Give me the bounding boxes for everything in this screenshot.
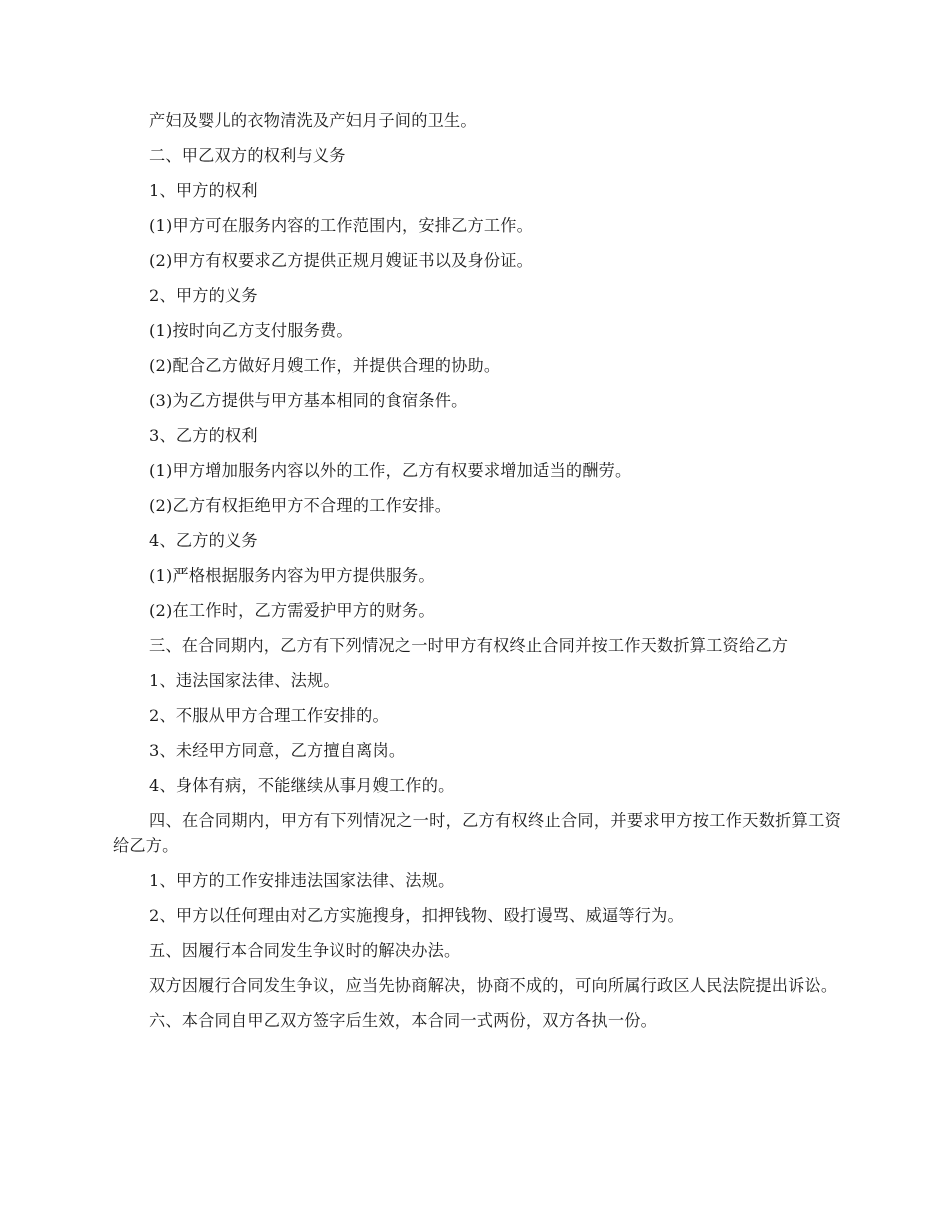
paragraph-4: (1)甲方可在服务内容的工作范围内，安排乙方工作。 bbox=[149, 216, 534, 235]
subheading-party-b-obligations: 4、乙方的义务 bbox=[149, 531, 258, 550]
subheading-party-b-rights: 3、乙方的权利 bbox=[149, 426, 258, 445]
paragraph-17: 1、违法国家法律、法规。 bbox=[149, 671, 340, 690]
paragraph-1: 产妇及婴儿的衣物清洗及产妇月子间的卫生。 bbox=[149, 111, 477, 130]
paragraph-7: (1)按时向乙方支付服务费。 bbox=[149, 321, 353, 340]
paragraph-23: 2、甲方以任何理由对乙方实施搜身，扣押钱物、殴打谩骂、威逼等行为。 bbox=[149, 906, 684, 925]
paragraph-22: 1、甲方的工作安排违法国家法律、法规。 bbox=[149, 871, 455, 890]
subheading-party-a-obligations: 2、甲方的义务 bbox=[149, 286, 258, 305]
section-heading-5: 五、因履行本合同发生争议时的解决办法。 bbox=[149, 941, 461, 960]
paragraph-14: (1)严格根据服务内容为甲方提供服务。 bbox=[149, 566, 435, 585]
section-heading-4: 四、在合同期内，甲方有下列情况之一时，乙方有权终止合同，并要求甲方按工作天数折算工资给乙方。 bbox=[113, 811, 841, 855]
paragraph-8: (2)配合乙方做好月嫂工作，并提供合理的协助。 bbox=[149, 356, 501, 375]
paragraph-20: 4、身体有病，不能继续从事月嫂工作的。 bbox=[149, 776, 455, 795]
paragraph-12: (2)乙方有权拒绝甲方不合理的工作安排。 bbox=[149, 496, 452, 515]
document-body bbox=[113, 108, 841, 1043]
paragraph-9: (3)为乙方提供与甲方基本相同的食宿条件。 bbox=[149, 391, 468, 410]
section-heading-6: 六、本合同自甲乙双方签字后生效，本合同一式两份，双方各执一份。 bbox=[149, 1011, 658, 1030]
section-heading-3: 三、在合同期内，乙方有下列情况之一时甲方有权终止合同并按工作天数折算工资给乙方 bbox=[149, 636, 789, 655]
section-heading-2: 二、甲乙双方的权利与义务 bbox=[149, 146, 346, 165]
paragraph-25: 双方因履行合同发生争议，应当先协商解决，协商不成的，可向所属行政区人民法院提出诉讼。 bbox=[149, 976, 838, 995]
paragraph-11: (1)甲方增加服务内容以外的工作，乙方有权要求增加适当的酬劳。 bbox=[149, 461, 632, 480]
paragraph-19: 3、未经甲方同意，乙方擅自离岗。 bbox=[149, 741, 406, 760]
paragraph-18: 2、不服从甲方合理工作安排的。 bbox=[149, 706, 389, 725]
subheading-party-a-rights: 1、甲方的权利 bbox=[149, 181, 258, 200]
paragraph-5: (2)甲方有权要求乙方提供正规月嫂证书以及身份证。 bbox=[149, 251, 534, 270]
paragraph-15: (2)在工作时，乙方需爱护甲方的财务。 bbox=[149, 601, 435, 620]
